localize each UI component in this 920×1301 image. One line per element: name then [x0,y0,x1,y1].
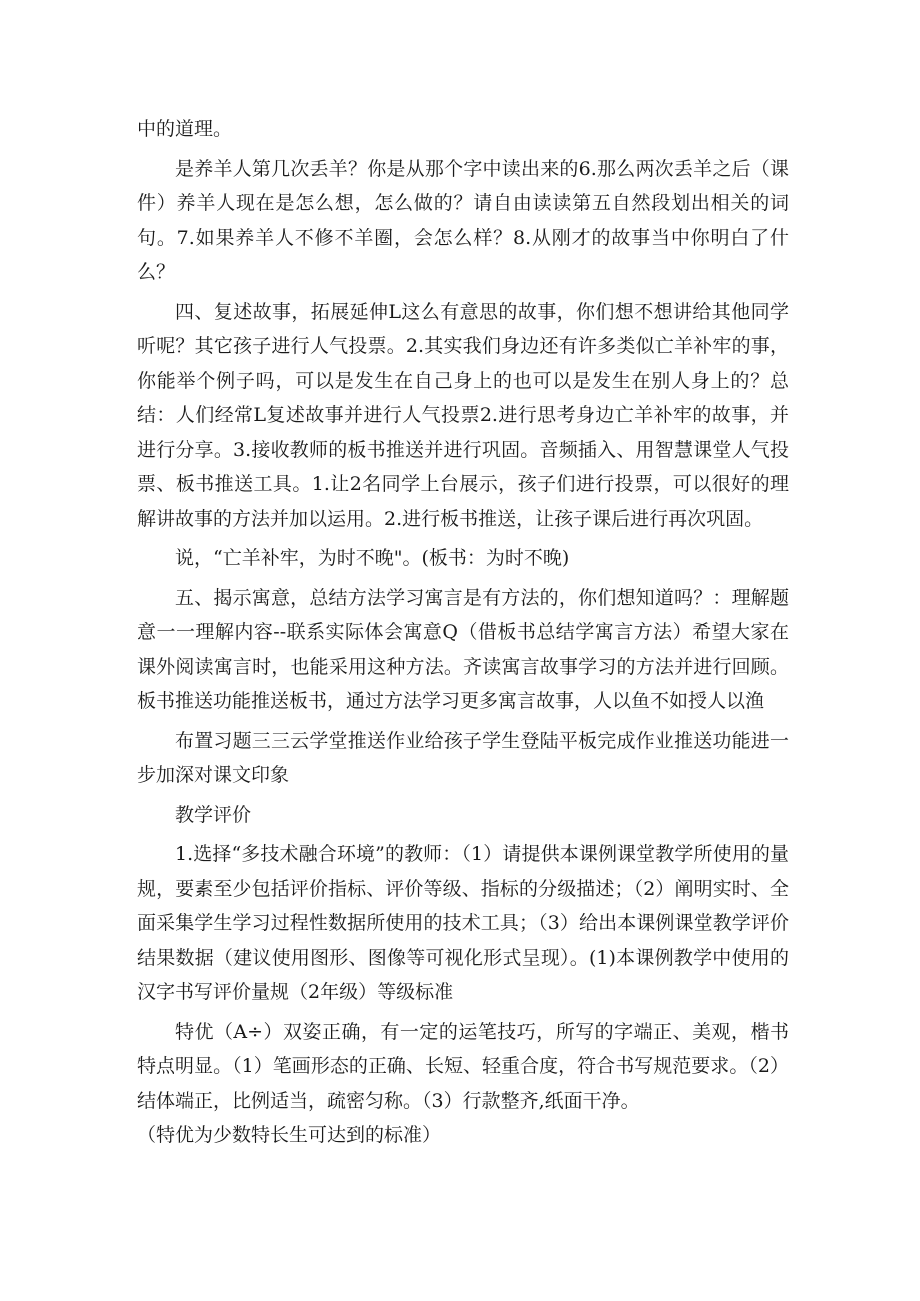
paragraph: 是养羊人第几次丢羊？你是从那个字中读出来的6.那么两次丢羊之后（课件）养羊人现在是怎么想，怎么做的？请自由读读第五自然段划出相关的词句。7.如果养羊人不修不羊圈，会怎么样？8.从刚才的故事当中你明白了什么？ [137,157,789,283]
section-heading: 教学评价 [175,803,252,826]
paragraph: 特优（A÷）双姿正确，有一定的运笔技巧，所写的字端正、美观，楷书特点明显。（1）笔画形态的正确、长短、轻重合度，符合书写规范要求。（2）结体端正，比例适当，疏密匀称。（3）行款整齐,纸面干净。 [137,1020,789,1112]
paragraph: 五、揭示寓意，总结方法学习寓言是有方法的，你们想知道吗？：理解题意一一理解内容--联系实际体会寓意Q（借板书总结学寓言方法）希望大家在课外阅读寓言时，也能采用这种方法。齐读寓言故事学习的方法并进行回顾。板书推送功能推送板书，通过方法学习更多寓言故事，人以鱼不如授人以渔 [137,586,789,712]
paragraph: 四、复述故事，拓展延伸L这么有意思的故事，你们想不想讲给其他同学听呢？其它孩子进行人气投票。2.其实我们身边还有许多类似亡羊补牢的事，你能举个例子吗，可以是发生在自己身上的也可以是发生在别人身上的？总结：人们经常L复述故事并进行人气投票2.进行思考身边亡羊补牢的故事，并进行分享。3.接收教师的板书推送并进行巩固。音频插入、用智慧课堂人气投票、板书推送工具。1.让2名同学上台展示，孩子们进行投票，可以很好的理解讲故事的方法并加以运用。2.进行板书推送，让孩子课后进行再次巩固。 [137,300,789,530]
paragraph: 布置习题三三云学堂推送作业给孩子学生登陆平板完成作业推送功能进一步加深对课文印象 [137,729,789,786]
paragraph: 1.选择“多技术融合环境”的教师：（1）请提供本课例课堂教学所使用的量规，要素至少包括评价指标、评价等级、指标的分级描述；（2）阐明实时、全面采集学生学习过程性数据所使用的技术工具；（3）给出本课例课堂教学评价结果数据（建议使用图形、图像等可视化形式呈现）。(1)本课例教学中使用的汉字书写评价量规（2年级）等级标准 [137,843,789,1003]
document-body [137,112,789,1158]
paragraph: （特优为少数特长生可达到的标准） [137,1124,442,1146]
paragraph: 中的道理。 [137,118,233,140]
paragraph: 说，“亡羊补牢，为时不晚"。(板书：为时不晚) [175,547,570,569]
